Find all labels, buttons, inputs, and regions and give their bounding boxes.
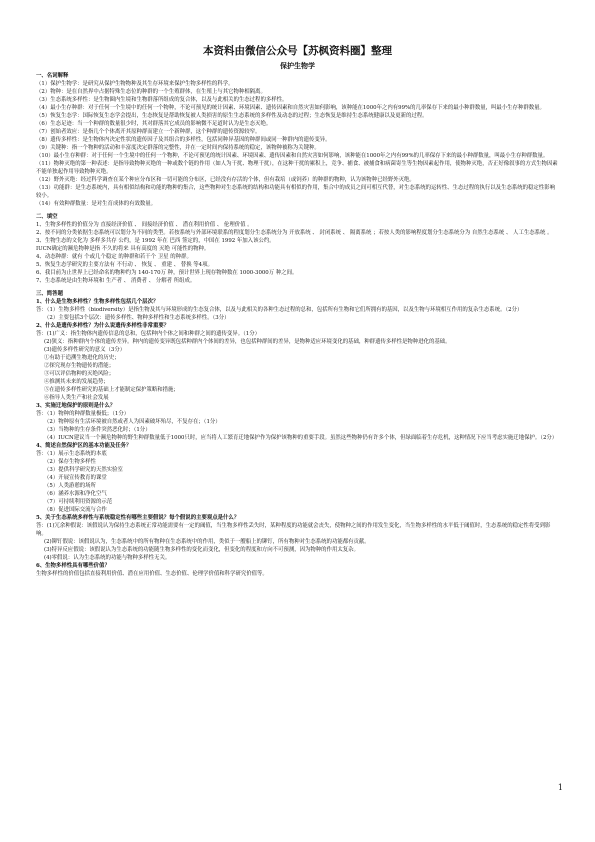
- answer-line: (3)遗传多样性研究的意义（3分）: [44, 347, 126, 353]
- answer-line: （7）可持续利用资源的示范: [44, 499, 113, 505]
- answer-line: 答：（1）生物多样性（biodiversity）是指生物及其与环境形成的生态复合体，以及与此相关的各种生态过程的总和，包括所有生物和它们所拥有的基因，以及生物与环境相互作用的复杂生态系统。（2分）: [36, 307, 523, 313]
- question: 1、什么是生物多样性？生物多样性包括几个层次？: [36, 299, 159, 305]
- term-definition: （1）保护生物学：是研究从保护生物物种及其生存环境来保护生物多样性的科学。: [36, 81, 234, 87]
- term-definition: （7）创始者效应：是指几个个体离开其原种群而建立一个新种群，这个种群的遗传资源较窄。: [36, 129, 261, 135]
- answer-line: （2）保存生物多样性: [44, 459, 96, 465]
- answer-line: (2)铆钉假说：该假说认为，生态系统中的所有物种在生态系统中的作用，类似于一艘船上的铆钉，所有物种对生态系统的功能都有贡献。: [44, 539, 370, 545]
- answer-line: 答：(1)冗余种假说：该假说认为保持生态系统正常功能需要有一定的阈值，当生物多样性丢失时，某种程度的功能就会丧失，使物种之间的作用发生变化，当生物多样性的水平低于阈值时，生态系统的稳定性将受到影响。: [36, 523, 551, 537]
- answer-line: （6）涵养水源和净化空气: [44, 491, 107, 497]
- answer-line: （3）提供科学研究的天然实验室: [44, 467, 123, 473]
- term-definition: （5）恢复生态学：国际恢复生态学会提出，生态恢复是帮助恢复被人类损害的原生生态系统的多样性及动态的过程；生态恢复是维持生态系统健康以及更新的过程。: [36, 113, 428, 119]
- question: 5、关于生态系统多样性与系统稳定性有哪些主要假说？每个假说的主要观点是什么？: [36, 515, 240, 521]
- page-number: 1: [557, 783, 563, 792]
- fill-item: 4、动态种群：就有 个或几个稳定 的种群和若干个 卫星 的种群。: [36, 254, 192, 260]
- answer-line: （2）物种原有生活环境被自然或者人为因素破坏殆尽，不复存在；（1分）: [44, 419, 221, 425]
- answer-line: ②探究现存生物遗传的潜能；: [44, 363, 115, 369]
- fill-item: 1、生物多样性的价值分为 直接经济价值 、 间接经济价值 、 潜在利用价值 、 伦理价值 。: [36, 222, 253, 228]
- term-definition: （3）生态系统多样性：是生物圈内生境和生物群落所组成的复合体，以及与此相关的生态过程的多样性。: [36, 97, 288, 103]
- document-body: [36, 72, 560, 578]
- term-definition: （9）关键种：指一个物种的活动和丰富度决定群落的完整性，并在一定时间内保持系统的稳定，该物种被称为关键种。: [36, 145, 320, 151]
- answer-line: （2）主要包括3个层次：遗传多样性、物种多样性和生态系统多样性。（3分）: [44, 315, 230, 321]
- question: 4、简述自然保护区的基本功能及任务？: [36, 443, 132, 449]
- question: 3、实施迁地保护的原则是什么？: [36, 403, 116, 409]
- term-definition: （8）遗传多样性：是生物体内决定性状的遗传因子及其组合的多样性，包括同种异基因的种群间或同一种群内的遗传变异。: [36, 137, 331, 143]
- fill-item: 3、生物生态的文化为 多样多共存 公约，是 1992 年在 巴西 签定的，中国在 1992 年加入该公约。: [36, 238, 275, 244]
- fill-item: 7、生态系统是由生物环境和 生产者 、 消费者 、 分解者 所组成。: [36, 278, 196, 284]
- question: 2、什么是遗传多样性？为什么说遗传多样性非常重要？: [36, 323, 170, 329]
- answer-line: (4)零假说：认为生态系统的功能与物种多样性无关。: [44, 555, 171, 561]
- document-title: 保护生物学: [280, 61, 315, 70]
- answer-line: ①有助于追溯生物进化的历史；: [44, 355, 120, 361]
- answer-line: (2)狭义：指种群内个体的遗传差异。种内的遗传变异既包括种群内个体间的差异，也包括种群间的差异，是物种适应环境变化的基础，种群遗传多样性是物种进化的基础。: [44, 339, 451, 345]
- answer-line: （8）促进国际交流与合作: [44, 507, 107, 513]
- answer-line: ⑥指导人类生产和社会发展: [44, 395, 109, 401]
- fill-list: [36, 221, 560, 285]
- fill-item: 2、按不同的分类依据生态系统可以划分为不同的类型。若按系统与外部环境联系的程度划分生态系统分为 开放系统 、 封闭系统 、 隔离系统 ；若按人类的影响程度划分生态系统分为 自然生态系统 、 人工生态系统 。: [36, 230, 553, 236]
- answer-line: 生物多样性的价值包括直接利用价值、潜在应用价值、生态价值、伦理学价值和科学研究价值等。: [36, 571, 268, 577]
- answer-line: ④推测其未来的发展趋势；: [44, 379, 109, 385]
- term-definition: （4）最小生存种群：对于任何一个生境中的任何一个物种，不论可预见的统计因素、环境因素、遗传因素和自然灾害如何影响，该种能在1000年之内有99%的几率保存下来的最小种群数量，叫最小生存种群数量。: [36, 105, 545, 111]
- section-heading-fills: 二、填空: [36, 214, 58, 220]
- section-heading-qa: 三、简答题: [36, 291, 63, 297]
- answer-line: 答：（1）展示生态系统的本底: [36, 451, 107, 457]
- term-definition: （10）最小生存种群：对于任何一个生境中的任何一个物种，不论可预见的统计因素、环境因素、遗传因素和自然灾害如何影响，该种能在1000年之内有99%的几率保存下来的最小种群数量，叫最小生存种群数量。: [36, 153, 549, 159]
- answer-line: ⑤在遗传多样性研究的基础上才能制定保护策略和措施；: [44, 387, 179, 393]
- document-header: 本资料由微信公众号【苏枫资料圈】整理: [203, 45, 392, 57]
- question: 6、生物多样性具有哪些价值？: [36, 563, 110, 569]
- qa-list: [36, 298, 560, 578]
- answer-line: 答：(1)广义：指生物体内遗传信息的总和，包括种内个体之间和种群之间的遗传变异。（1分）: [36, 331, 260, 337]
- fill-item: 6、我目前为止世界上已经命名的物种约为 140-170万 种，预计世界上现存物种数在 1000-3000万 种之间。: [36, 270, 298, 276]
- term-definition: （11）物种灭绝的第一种表述：是指导致物种灭绝的一种或数个链的作用（如人为干扰、物理干扰），在这种干扰的累积上，竞争、捕食、被捕食和病菌寄生等生物因素起作用，使物种灭绝，否正好像叙事的方式生物因素不能单独起作用导致物种灭绝。: [36, 161, 558, 175]
- section-heading-terms: 一、名词解释: [36, 73, 69, 79]
- answer-line: （4）开展宣传教育的课堂: [44, 475, 107, 481]
- answer-line: （4）IUCN建议当一个濒危物种的野生种群数量低于1000只时，应当将人工繁育迁地保护作为保护该物种的重要手段。虽然这些物种仍有许多个体，但绿面临着生存危机，这种情况下应当考虑实施迁地保护。（2分）: [44, 435, 558, 441]
- term-definition: （2）物种：是在自然界中占据特殊生态位的种群的一个生殖群体，在生殖上与其它物种相隔离。: [36, 89, 266, 95]
- term-definition: （12）野外灭绝：经过科学调查在某个种应分布区和一切可能的分布区，已经没有存活的个体，但有栽培（或饲养）的种群的物种，认为该物种已经野外灭绝。: [36, 177, 415, 183]
- fill-item: IUCN确定的濒危物种是指 不久的将来 具有高度的 灭绝 可能性的物种。: [36, 246, 210, 252]
- terms-list: [36, 80, 560, 208]
- answer-line: 答：（1）物种的种群数量极低；（1分）: [36, 411, 130, 417]
- answer-line: ③可以评估物种的灭绝风险；: [44, 371, 115, 377]
- term-definition: （14）有效种群数量：是对生育成体的有效数量。: [36, 201, 157, 207]
- answer-line: （5）人类游憩的场所: [44, 483, 96, 489]
- term-definition: （13）功能群：是生态系统内，具有相似结构和功能的物种的集合，这些物种对生态系统的结构和功能具有相似的作用，集合中的成员之间可相互代替，对生态系统的运转性、生态过程的执行以及生态系统的稳定性影响较小。: [36, 185, 555, 199]
- term-definition: （6）生态足迹：当一个种群的数量很少时，其对群落其它成员的影响微不足道时认为是生态灭绝。: [36, 121, 272, 127]
- fill-item: 5、恢复生态学研究的主要方法有 不行动 、 恢复 、 重建 、 替换 等4项。: [36, 262, 213, 268]
- answer-line: (3)特异反应假说：该假说认为生态系统的功能随生物多样性的变化而变化，但变化的程度和方向不可预测，因为物种的作用太复杂。: [44, 547, 359, 553]
- answer-line: （3）当物种的生存条件突然恶化时；（1分）: [44, 427, 151, 433]
